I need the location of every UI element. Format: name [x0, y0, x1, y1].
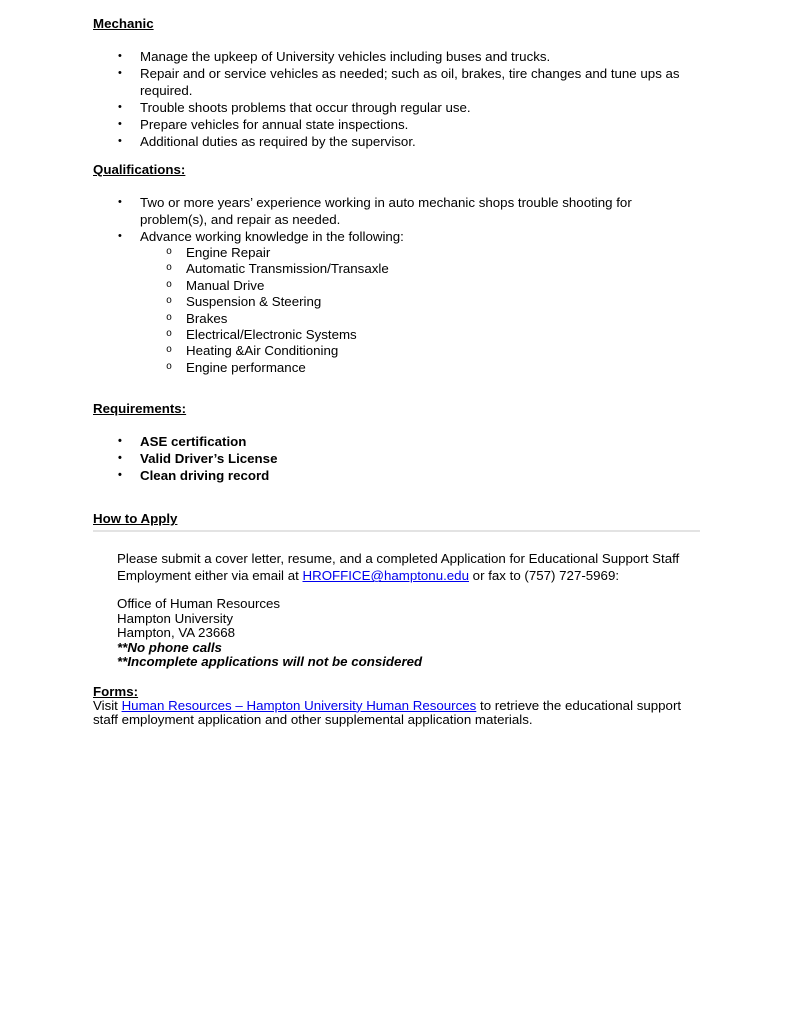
list-item-text: Valid Driver’s License	[140, 451, 278, 467]
forms-text-before-link: Visit	[93, 697, 122, 713]
circle-bullet-icon: o	[166, 263, 173, 275]
section-heading-mechanic: Mechanic	[93, 16, 154, 31]
list-item	[166, 343, 700, 359]
list-item-text: Heating &Air Conditioning	[186, 343, 339, 359]
bullet-icon: •	[118, 50, 122, 62]
list-item-text: Repair and or service vehicles as needed; such as oil, brakes, tire changes and tune ups as required.	[140, 66, 680, 98]
hr-email-link[interactable]: HROFFICE@hamptonu.edu	[302, 568, 469, 584]
list-item-text: Manual Drive	[186, 277, 265, 293]
list-item	[166, 327, 700, 343]
list-item-text: ASE certification	[140, 434, 247, 450]
list-item-text: Brakes	[186, 310, 228, 326]
list-item-text: Suspension & Steering	[186, 294, 322, 310]
qualifications-list	[93, 194, 700, 245]
bullet-icon: •	[118, 67, 122, 79]
list-item-text: Prepare vehicles for annual state inspections.	[140, 117, 409, 132]
list-item	[166, 311, 700, 327]
spacer	[93, 670, 700, 685]
list-item-text: Manage the upkeep of University vehicles including buses and trucks.	[140, 49, 551, 64]
list-item	[93, 116, 700, 133]
note-incomplete-applications: **Incomplete applications will not be considered	[117, 654, 423, 670]
list-item-text: Advance working knowledge in the following:	[140, 229, 404, 244]
spacer	[93, 497, 700, 512]
section-heading-qualifications: Qualifications:	[93, 162, 186, 177]
apply-text-before-link: Please submit a cover letter, resume, and a completed Application for Educational Support Staff Employment either via email at	[117, 551, 680, 584]
list-item	[93, 133, 700, 150]
section-heading-forms: Forms:	[93, 683, 139, 699]
list-item	[93, 99, 700, 116]
circle-bullet-icon: o	[166, 361, 173, 373]
address-line: Hampton University	[117, 610, 234, 626]
list-item-text: Automatic Transmission/Transaxle	[186, 261, 389, 277]
bullet-icon: •	[118, 230, 122, 242]
list-item-text: Additional duties as required by the supervisor.	[140, 134, 416, 149]
circle-bullet-icon: o	[166, 345, 173, 357]
list-item	[93, 433, 700, 450]
address-line: Hampton, VA 23668	[117, 625, 236, 641]
address-line: Office of Human Resources	[117, 596, 281, 612]
bullet-icon: •	[118, 435, 122, 448]
circle-bullet-icon: o	[166, 312, 173, 324]
circle-bullet-icon: o	[166, 329, 173, 341]
human-resources-link[interactable]: Human Resources – Hampton University Human Resources	[121, 697, 477, 713]
forms-paragraph	[93, 699, 700, 728]
how-to-apply-body	[117, 550, 700, 670]
list-item	[166, 261, 700, 277]
bullet-icon: •	[118, 469, 122, 482]
list-item	[166, 360, 700, 376]
apply-text-after-link: or fax to (757) 727-5969:	[468, 568, 620, 584]
list-item	[166, 245, 700, 261]
list-item-text: Two or more years’ experience working in auto mechanic shops trouble shooting for problem(s), and repair as needed.	[140, 195, 632, 227]
list-item-text: Engine performance	[186, 359, 306, 375]
mechanic-duties-list	[93, 48, 700, 150]
list-item	[93, 65, 700, 99]
list-item-text: Engine Repair	[186, 245, 271, 260]
note-no-phone-calls: **No phone calls	[117, 639, 222, 655]
list-item	[166, 278, 700, 294]
section-heading-how-to-apply: How to Apply	[93, 511, 178, 527]
bullet-icon: •	[118, 196, 122, 208]
bullet-icon: •	[118, 101, 122, 113]
list-item	[93, 48, 700, 65]
forms-text-after-link: to retrieve the educational support staff employment application and other supplemental application materials.	[93, 697, 682, 728]
bullet-icon: •	[118, 452, 122, 465]
list-item	[93, 467, 700, 484]
section-heading-requirements: Requirements:	[93, 401, 187, 417]
qualifications-sub-list	[166, 245, 700, 376]
list-item	[93, 194, 700, 228]
apply-instructions-paragraph	[117, 550, 683, 584]
circle-bullet-icon: o	[166, 296, 173, 308]
bullet-icon: •	[118, 118, 122, 130]
list-item	[93, 228, 700, 245]
list-item-text: Trouble shoots problems that occur through regular use.	[140, 100, 471, 115]
requirements-list	[93, 433, 700, 484]
list-item-text: Clean driving record	[140, 468, 270, 484]
how-to-apply-rule	[93, 512, 700, 532]
list-item-text: Electrical/Electronic Systems	[186, 327, 357, 343]
circle-bullet-icon: o	[166, 279, 173, 291]
circle-bullet-icon: o	[166, 247, 173, 258]
list-item	[93, 450, 700, 467]
bullet-icon: •	[118, 135, 122, 147]
list-item	[166, 294, 700, 310]
